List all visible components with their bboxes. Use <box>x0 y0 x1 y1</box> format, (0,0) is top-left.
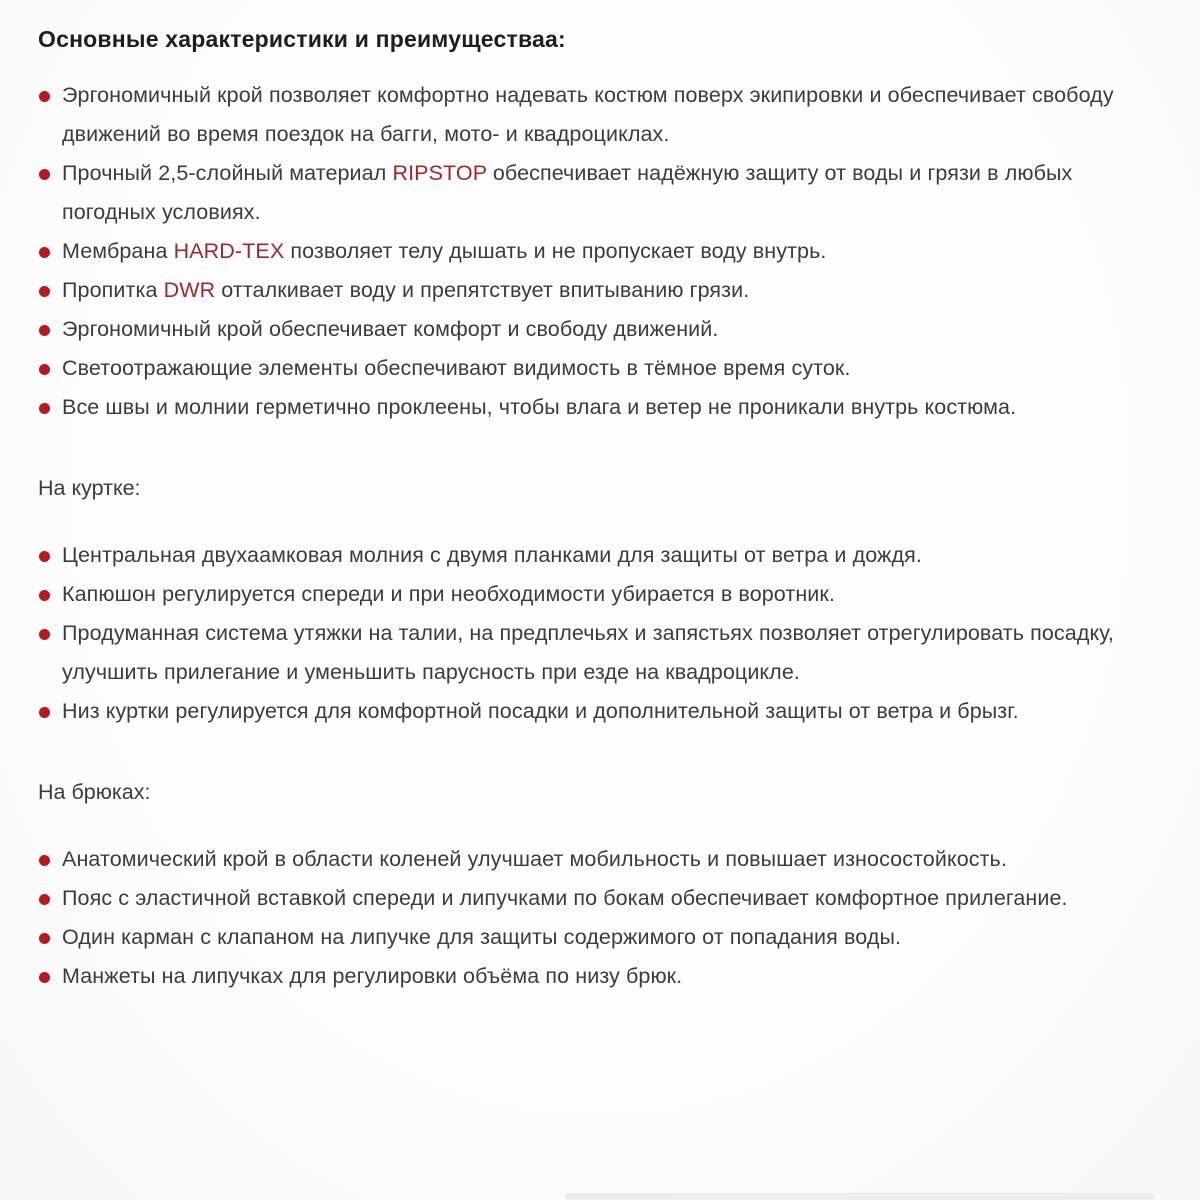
item-text: Прочный 2,5-слойный материал <box>62 161 393 185</box>
list-item <box>38 840 1166 879</box>
item-text: Пропитка <box>62 278 164 302</box>
feature-list <box>38 536 1166 731</box>
item-text: Низ куртки регулируется для комфортной посадки и дополнительной защиты от ветра и брызг. <box>62 699 1019 723</box>
list-item <box>38 692 1166 731</box>
highlighted-term: HARD-TEX <box>173 239 285 263</box>
section-heading: На брюках: <box>38 780 151 804</box>
list-item <box>38 388 1166 427</box>
item-text: Мембрана <box>62 239 174 263</box>
horizontal-scrollbar[interactable] <box>565 1193 1155 1200</box>
page-title: Основные характеристики и преимуществаа: <box>38 26 566 52</box>
item-text: Пояс с эластичной вставкой спереди и липучками по бокам обеспечивает комфортное прилегание. <box>62 886 1068 910</box>
item-text: Центральная двухаамковая молния с двумя планками для защиты от ветра и дождя. <box>62 543 922 567</box>
feature-sections <box>38 76 1166 996</box>
item-text: Продуманная система утяжки на талии, на предплечьях и запястьях позволяет отрегулировать посадку, улучшить прилегание и уменьшить парусность при езде на квадроцикле. <box>62 621 1114 684</box>
list-item <box>38 957 1166 996</box>
item-text: Анатомический крой в области коленей улучшает мобильность и повышает износостойкость. <box>62 847 1007 871</box>
section-heading: На куртке: <box>38 476 141 500</box>
item-text: Светоотражающие элементы обеспечивают видимость в тёмное время суток. <box>62 356 851 380</box>
list-item <box>38 154 1166 232</box>
item-text: Манжеты на липучках для регулировки объёма по низу брюк. <box>62 964 683 988</box>
item-text: Все швы и молнии герметично проклеены, чтобы влага и ветер не проникали внутрь костюма. <box>62 395 1017 419</box>
list-item <box>38 232 1166 271</box>
feature-list <box>38 840 1166 996</box>
list-item <box>38 271 1166 310</box>
list-item <box>38 918 1166 957</box>
item-text: Один карман с клапаном на липучке для защиты содержимого от попадания воды. <box>62 925 902 949</box>
feature-list <box>38 76 1166 427</box>
item-text: позволяет телу дышать и не пропускает воду внутрь. <box>284 239 827 263</box>
list-item <box>38 879 1166 918</box>
list-item <box>38 614 1166 692</box>
highlighted-term: RIPSTOP <box>392 161 487 185</box>
item-text: обеспечивает надёжную защиту от воды и грязи в любых погодных условиях. <box>62 161 1073 224</box>
list-item <box>38 76 1166 154</box>
list-item <box>38 575 1166 614</box>
item-text: Эргономичный крой позволяет комфортно надевать костюм поверх экипировки и обеспечивает свободу движений во время поездок на багги, мото- и квадроциклах. <box>62 83 1114 146</box>
list-item <box>38 310 1166 349</box>
list-item <box>38 349 1166 388</box>
item-text: отталкивает воду и препятствует впитыванию грязи. <box>215 278 750 302</box>
highlighted-term: DWR <box>163 278 216 302</box>
list-item <box>38 536 1166 575</box>
item-text: Эргономичный крой обеспечивает комфорт и свободу движений. <box>62 317 719 341</box>
item-text: Капюшон регулируется спереди и при необходимости убирается в воротник. <box>62 582 835 606</box>
